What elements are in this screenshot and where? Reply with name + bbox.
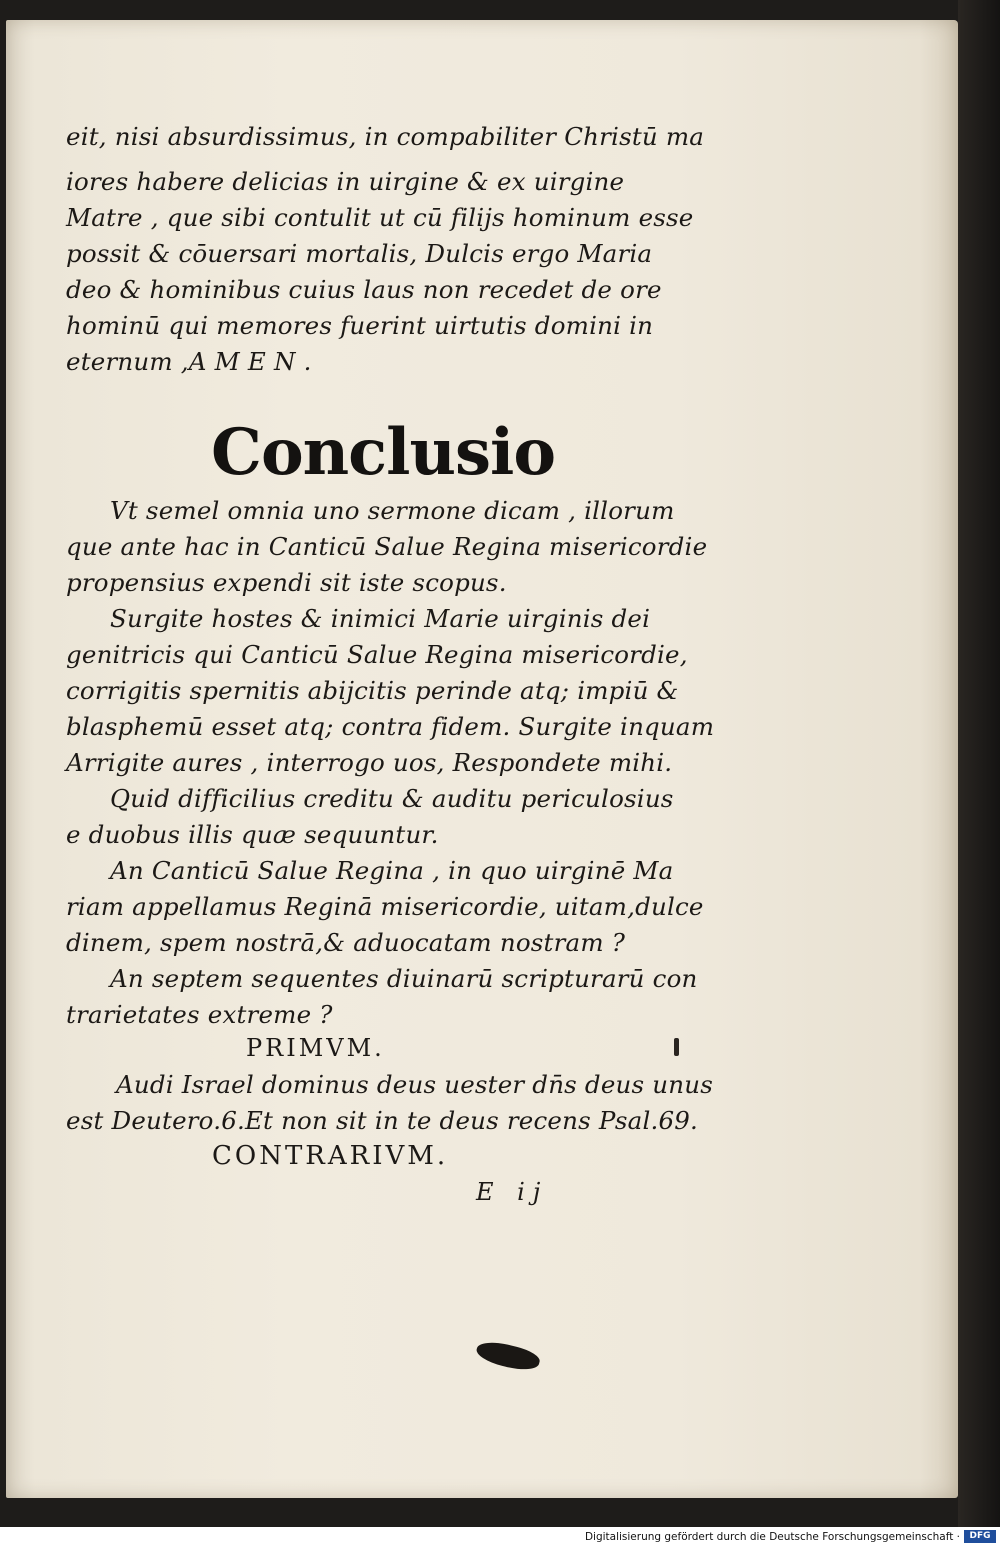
text-line: corrigitis spernitis abijcitis perinde atq; impiū &: [66, 676, 679, 705]
text-line: Matre , que sibi contulit ut cū filijs hominum esse: [66, 203, 694, 232]
book-page: [6, 20, 958, 1498]
text-line: Audi Israel dominus deus uester dn̄s deus unus: [116, 1070, 713, 1099]
text-line: trarietates extreme ?: [66, 1000, 333, 1029]
text-line: e duobus illis quæ sequuntur.: [66, 820, 439, 849]
text-line: iores habere delicias in uirgine & ex uirgine: [66, 167, 625, 196]
text-line: genitricis qui Canticū Salue Regina misericordie,: [66, 640, 688, 669]
text-line: est Deutero.6.Et non sit in te deus recens Psal.69.: [66, 1106, 699, 1135]
text-line: que ante hac in Canticū Salue Regina misericordie: [66, 532, 708, 561]
text-line: deo & hominibus cuius laus non recedet de ore: [66, 275, 662, 304]
signature-mark: E ij: [476, 1178, 549, 1206]
text-line: An Canticū Salue Regina , in quo uirginē Ma: [110, 856, 674, 885]
section-label-primum: PRIMVM.: [246, 1034, 385, 1062]
text-line: blasphemū esset atq; contra fidem. Surgite inquam: [66, 712, 715, 741]
footer-credit: Digitalisierung gefördert durch die Deutsche Forschungsgemeinschaft ·: [584, 1531, 960, 1543]
dfg-logo-icon: DFG: [964, 1530, 996, 1543]
section-heading: Conclusio: [211, 415, 555, 490]
text-line: Quid difficilius creditu & auditu periculosius: [110, 784, 674, 813]
text-line: Arrigite aures , interrogo uos, Respondete mihi.: [66, 748, 673, 777]
ink-blot: [474, 1338, 541, 1375]
text-line: eternum ,A M E N .: [66, 347, 312, 376]
section-label-contrarium: CONTRARIVM.: [212, 1141, 449, 1171]
text-line: eit, nisi absurdissimus, in compabiliter Christū ma: [66, 122, 705, 151]
text-line: possit & cōuersari mortalis, Dulcis ergo Maria: [66, 239, 653, 268]
text-line: Vt semel omnia uno sermone dicam , illorum: [110, 496, 675, 525]
text-line: dinem, spem nostrā,& aduocatam nostram ?: [66, 928, 626, 957]
ink-speck: [674, 1038, 679, 1056]
text-line: propensius expendi sit iste scopus.: [66, 568, 507, 597]
text-line: riam appellamus Reginā misericordie, uitam,dulce: [66, 892, 704, 921]
text-line: An septem sequentes diuinarū scripturarū con: [110, 964, 698, 993]
text-line: hominū qui memores fuerint uirtutis domini in: [66, 311, 654, 340]
book-edge-shadow: [958, 0, 1000, 1527]
text-line: Surgite hostes & inimici Marie uirginis dei: [110, 604, 651, 633]
